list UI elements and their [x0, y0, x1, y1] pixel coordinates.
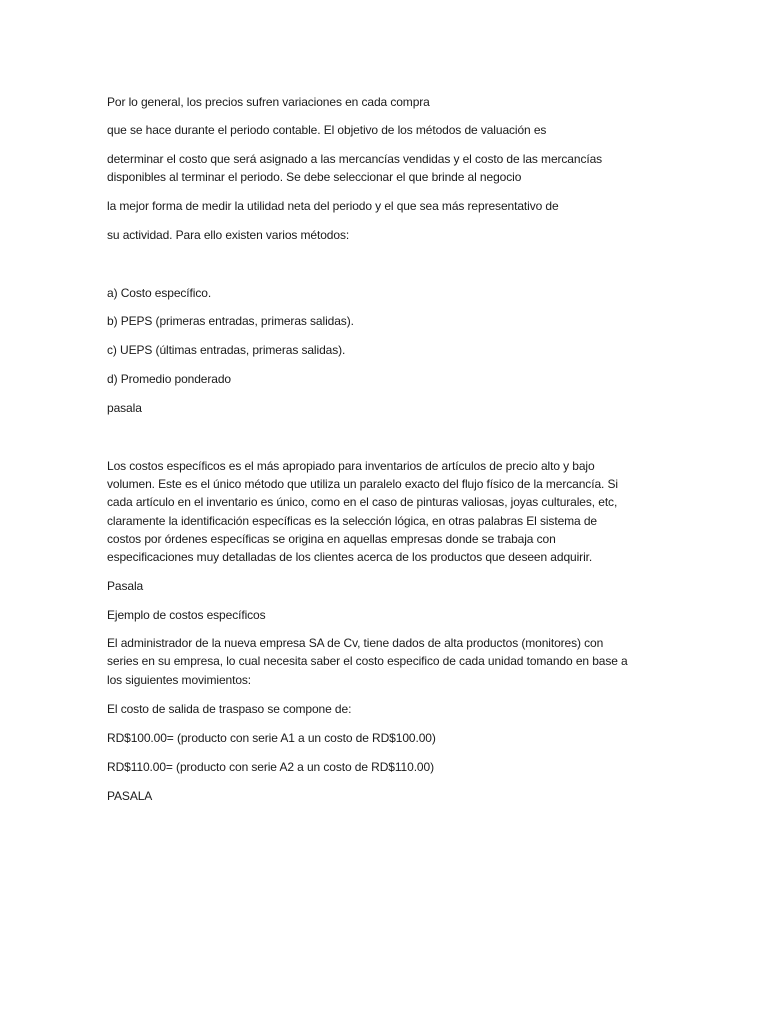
text-line: su actividad. Para ello existen varios métodos:: [107, 228, 350, 242]
text-line: que se hace durante el periodo contable. El objetivo de los métodos de valuación es: [107, 123, 547, 137]
text-line: los siguientes movimientos:: [107, 673, 252, 687]
text-line: costos por órdenes específicas se origina en aquellas empresas donde se trabaja con: [107, 532, 556, 546]
text-line: la mejor forma de medir la utilidad neta del periodo y el que sea más representativo de: [107, 199, 559, 213]
text-line: PASALA: [107, 789, 153, 803]
text-line: cada artículo en el inventario es único, como en el caso de pinturas valiosas, joyas culturales, etc,: [107, 495, 618, 509]
text-line: especificaciones muy detalladas de los clientes acerca de los productos que deseen adquirir.: [107, 550, 593, 564]
section-heading: Ejemplo de costos específicos: [107, 608, 266, 622]
text-line: Pasala: [107, 579, 144, 593]
list-item: b) PEPS (primeras entradas, primeras salidas).: [107, 314, 354, 328]
list-item: d) Promedio ponderado: [107, 372, 231, 386]
text-line: determinar el costo que será asignado a las mercancías vendidas y el costo de las mercancías: [107, 152, 603, 166]
text-line: El administrador de la nueva empresa SA de Cv, tiene dados de alta productos (monitores) con: [107, 636, 604, 650]
list-item: c) UEPS (últimas entradas, primeras salidas).: [107, 343, 346, 357]
text-line: Los costos específicos es el más apropiado para inventarios de artículos de precio alto y bajo: [107, 459, 595, 473]
text-line: pasala: [107, 401, 142, 415]
text-line: Por lo general, los precios sufren variaciones en cada compra: [107, 95, 430, 109]
text-line: RD$100.00= (producto con serie A1 a un costo de RD$100.00): [107, 731, 436, 745]
text-line: claramente la identificación específicas es la selección lógica, en otras palabras El sistema de: [107, 514, 597, 528]
text-line: series en su empresa, lo cual necesita saber el costo especifico de cada unidad tomando en base a: [107, 654, 628, 668]
list-item: a) Costo específico.: [107, 286, 212, 300]
text-line: RD$110.00= (producto con serie A2 a un costo de RD$110.00): [107, 760, 434, 774]
text-line: disponibles al terminar el periodo. Se debe seleccionar el que brinde al negocio: [107, 170, 522, 184]
text-line: El costo de salida de traspaso se compone de:: [107, 702, 352, 716]
text-line: volumen. Este es el único método que utiliza un paralelo exacto del flujo físico de la mercancía. Si: [107, 477, 618, 491]
